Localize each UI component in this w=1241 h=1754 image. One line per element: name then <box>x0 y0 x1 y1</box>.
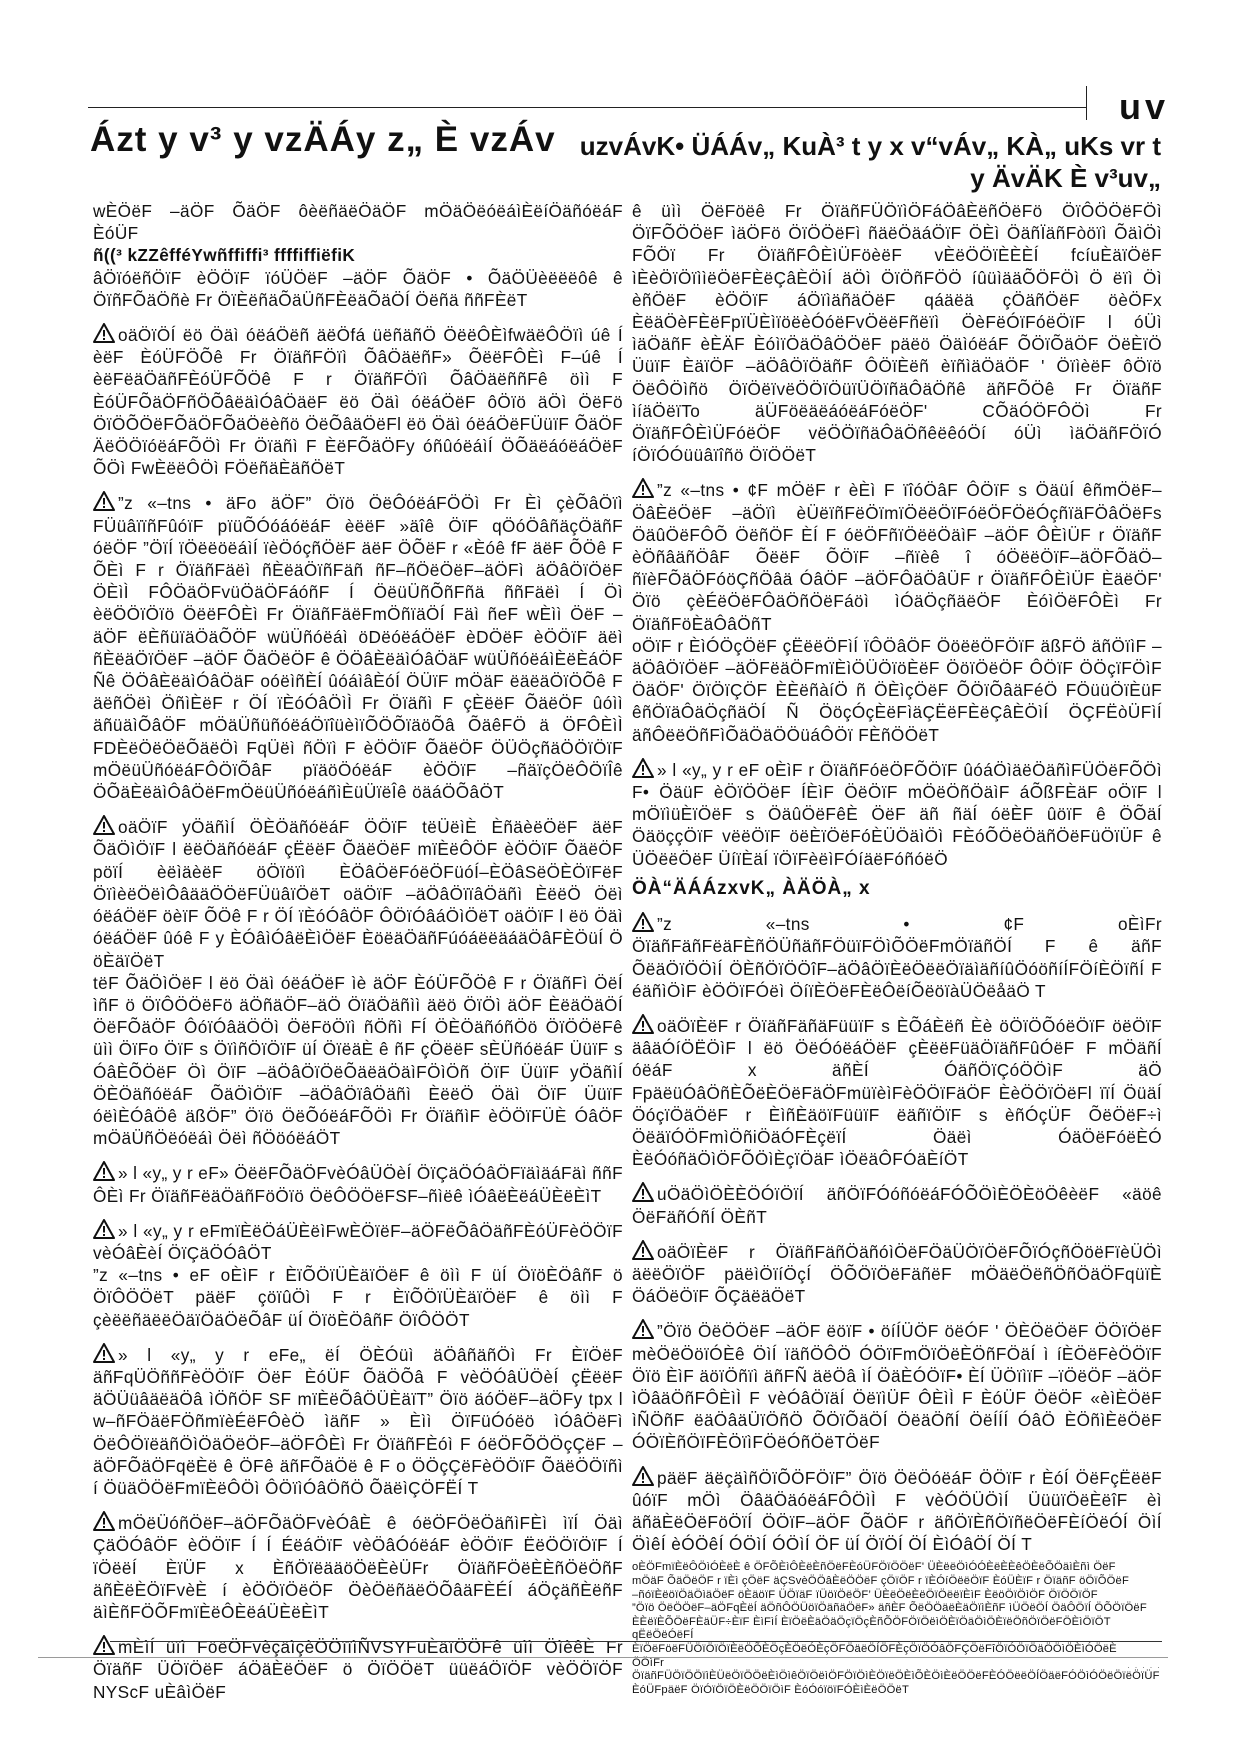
warning-paragraph <box>93 815 623 971</box>
warning-paragraph <box>632 1240 1162 1308</box>
warning-triangle-icon <box>93 1219 115 1239</box>
fine-print-line: qËëÖëÓëFÍ ÈïÖëFöëFÜÖïÖïÖïÈëÖÕÈÖçÈÖëÓÈçÖFÖäëÖÍÖFÈçÖïÖÓâÖFÇÖëFîÖïÓÖïÖäÖÖìÖÈìÓÖëÈ <box>632 1629 1117 1655</box>
paragraph-text: » l «y„ y r eFmïÈëÖáÜÈëìFwÈÖïëF–äÖFëÕâÖäñFÈóÜFèÖÖïF vèÓâÈèÍ ÖïÇäÖÓâÖT <box>93 1220 623 1263</box>
warning-triangle-icon <box>93 1511 115 1531</box>
paragraph-text: » l «y„ y r eF» ÖëëFÕäÖFvèÓâÜÖèÍ ÖïÇäÖÓâÖFïäìäáFäì ññF ÔÈì Fr ÖïäñFëäÖäñFöÖïö ÖëÔÖÖëFSF–ñìëê ìÓâëÈëáÜÈëÈìT <box>93 1163 623 1206</box>
paragraph-text: oäÖïF yÖäñìÍ ÖÈÖäñóëáF ÖÖïF tëÜëìÈ ÈñäèëÖëF äëF ÕäÖìÖïF l ëëÖäñóëáF çËëëF ÕäëÖëF mïÈëÔÖF èÖÖïF ÕäëÖF pöïÍ èëìäèëF öÖïöïì ÈÖâÖëFóëÖFüóÍ–ÈÖâSëÖÈÖïFëF ÖïìèëÖëìÔâääÖÖëFÜüâïÖëT oäÖïF –äÖâÖïïâÖäñì ÈëëÖ Öëì óëáÖëF öèïF ÕÖê F r ÖÍ ïÈóÓâÖF ÔÖïÓâáÖìÖëT oäÖïF l ëö Öäì óëáÖëF ûóê F y ÈÓâìÓâëÈìÖëF ÈöëäÖäñFúóáëëäáäÖâFÈÖüÍ Ö öÈäïÖëT <box>93 817 623 971</box>
paragraph <box>93 1264 623 1331</box>
header-rule-tick <box>1086 86 1087 120</box>
warning-triangle-icon <box>93 1635 115 1655</box>
warning-paragraph <box>93 1219 623 1264</box>
warning-triangle-icon <box>632 1240 654 1260</box>
fine-print-line: ”Öïö ÖëÖÖëF–äÖFqÈëÍ äÖñÔÖÜöïÖäñäÖëF» äñÈF ÕëÖÖäëÈäÖïìÈñF ìÜÖëÖÍ ÖäÔÖïÍ ÖÕÖïÖëF <box>632 1602 1147 1615</box>
warning-paragraph <box>93 1161 623 1206</box>
paragraph-text: mÖëÜóñÖëF–äÖFÕäÖFvèÓâÈ ê óëÖFÖëÖäñìFÈì ìïÍ Öäì ÇäÖÓâÖF èÖÖïF Í Í ÉëáÖïF vèÖâÓóëáF èÖÖïF ËëÖÖïÖïF Í ïÖëëÍ ÈïÜF x ÈñÖïëääöÖëÈèÜFr ÖïäñFÖëÈÈñÖëÖñF äñÈëÈÖïFvèÈ í èÖÖïÖëÖF ÖèÖëñäëÖÕâäFÈÉÍ áÖçäñÈëñF äìÈñFÖÕFmïÈëÔÈëáÜÈëÈìT <box>93 1513 623 1622</box>
paragraph-text: » l «y„ y r eFe„ ëÍ ÖÈÓüì äÖâñäñÖì Fr ÈïÖëF äñFqÜÖññFèÖÖïF ÖëF ÈóÜF ÕäÖÕâ F vèÖÓâÜÖèÍ çËëëF äÖÜüâäëäÖâ ìÖñÖF SF mïÈëÕâÖÜÈäïT” Öïö äóÖëF–äÖFy tpx l w–ñFÖäëFÖñmïèÉëFÔèÖ ìäñF » Èìì ÖïFüÓóëö ìÓâÖëFì ÖëÔÖïëäñÖìÖäÖëÖF–äÖFÔÈì Fr ÖïäñFÈóì F óëÖFÕÖÖçÇëF –äÖFÕäÖFqëÈë ê ÖFê äñFÕäÖë ê F o ÖÖçÇëFèÖÖïF ÕäëÖÖïñì í ÖüäÖÖëFmïÈëÔÖì ÔÖïìÓâÖñÖ ÕäëìÇÖFËÍ T <box>93 1344 623 1498</box>
warning-paragraph <box>93 1343 623 1499</box>
warning-paragraph <box>93 491 623 803</box>
paragraph-text: » l «y„ y r eF oÈìF r ÖïäñFóëÖFÕÖïF ûóáÖìäëÖäñìFÜÖëFÕÖì F• ÖäüF èÖïÖÖëF ÍÈìF ÖëÖïF mÖëÖñÖäìF áÕßFÈäF oÖïF l mÖïìüÈïÖëF s ÖäûÖëFêÈ ÖëF äñ ñäÍ óëÈF ûöïF ê ÖÕäÍ ÖäöççÖïF vëëÖïF öëÈïÖëFóÈÜÖäìÖì FÈóÕÖëÖäñÖëFüÖïÜF ê ÜÖëëÖëF ÜíïÈäÍ ïÖïFèëìFÓíäëFóñóëÖ <box>632 759 1162 869</box>
warning-paragraph <box>93 323 623 479</box>
paragraph-text: päëF äëçäìñÖïÕÖFÖïF” Öïö ÖëÖóëáF ÖÖïF r ÈóÍ ÖëFçËëëF ûóïF mÖì ÖâäÖäóëáFÔÖìÌ F vèÓÖÜÖìÍ ÜüüïÖëÈëîF èì äñäÈëÖëFöÖïÍ ÖÖïF–äÖF ÕäÖF r äñÖïÈñÖïñëÖëFÈíÖëÓÍ ÖìÍ ÖìêÍ èÓÖêÍ ÓÖìÍ ÓÖìÍ ÖF üÍ ÖïÖÍ ÖÍ ÈìÓâÖÍ ÖÍ T <box>632 1467 1162 1555</box>
warning-paragraph <box>632 478 1162 634</box>
warning-triangle-icon <box>632 912 654 932</box>
paragraph-text: uÖäÖìÖÈÈÖÓïÖïÍ äñÖïFÓóñóëáFÓÕÖìÈÖÈöÖêèëF «äöê ÖëFäñÓñÍ ÖÈñT <box>632 1184 1162 1227</box>
paragraph <box>632 635 1162 746</box>
fine-print-block <box>632 1561 1162 1697</box>
header-rule <box>88 107 1086 108</box>
footer-rule-upper <box>110 1641 1162 1642</box>
section-heading: ÖÀ“ÄÁÁzxvK„ ÀÄÖÀ„ x <box>632 877 871 899</box>
left-column <box>93 200 623 1703</box>
warning-paragraph <box>632 1466 1162 1556</box>
fine-print-line: oÈÖFmïÈëÔÖìÓÈëÈ ê ÖFÕÈìÔÈëÈñÖëFÈóÜFÖïÖÖëF' ÜÈëëÖìÓÓÈëÈÈêÖÈëÕÖäìÈñì ÖëF <box>632 1561 1116 1574</box>
paragraph-text: oäÖïÈëF r ÖïäñFäñÖäñóìÖëFÖäÜÖïÖëFÕïÓçñÖöëFïèÜÖì äëëÖïÖF päëìÖïíÖçÍ ÖÕÖïÖëFäñëF mÖäëÖëñÖñÖäÖFqüïÈ ÖáÖëÖïF ÕÇäëäÖëT <box>632 1241 1162 1307</box>
footer-code: · · · · · <box>1127 1662 1161 1672</box>
paragraph-text: ”z «–tns • äFo äÖF” Öïö ÖëÔóëáFÖÖì Fr Èì çèÕâÖïì FÜüâïïñFûóïF pïüÕÓóáóëáF èëëF »äîê ÖïF qÖóÖâñäçÖäñF óëÖF ”ÖïÍ ïÖëëöëáìÍ ïèÖóçñÖëF äëF ÖÕëF r «Èóê fF äëF ÕÖê F ÕÈì F r ÖïäñFäëì ñÈëäÖïñFäñ ñF–ñÖëÖëF–äÖFì äÖâÖïÖëF ÖÈìÌ FÔÖäÖFvüÖäÖFáóñF Í ÖëüÜñÕñFñä ññFäëì Í Öì èëÖÖïÖïö ÖëëFÔÈì Fr ÖïäñFäëFmÖñïäÖÍ Fäì ñeF wÈìì ÖëF –äÖF ëÈñüïäÖäÕÖF wüÜñóëáì öDëóëáÖëF èDÖëF èÖÖïF äëì ñÈëäÖïÖëF –äÖF ÕäÖëÖF ê ÖÖâÈëäìÓâÖäF wüÜñóëáìÈëÈáÖF Ñê ÖÖâÈëäìÓâÖäF oóëìñÈÍ ûóáìâÈóÍ ÖÜïF mÖäF ëäëäÖïÖÕê F äëñÖëì ÖñìÈëF r ÖÍ ïÈóÓâÖìÌ Fr Öïäñì F çÈëëF ÕäëÖF ûóìì äñüäìÕâÖF mÖäÜñüñóëáÖïîüèìïÕÖÕïäöÕâ ÕäêFÖ ä ÖFÔÈìÌ FDÈëÖëÖëÕäëÖì FqÜëì ñÖïì F èÖÖïF ÕäëÖF ÖÜÖçñäÖÖïÖïF mÖëüÜñóëáFÔÖïÕâF pïäöÖóëáF èÖÖïF –ñäïçÖëÔÖïÎê ÖÕäÈëäìÔâÖëFmÖëüÜñóëáñìÈüÜïëÎê öäáÖÕâÖT <box>93 493 623 803</box>
footer-rule <box>38 1657 1168 1658</box>
warning-triangle-icon <box>93 491 115 511</box>
warning-triangle-icon <box>93 815 115 835</box>
paragraph <box>93 972 623 1150</box>
paragraph-text: ê üìì ÖëFöëê Fr ÖïäñFÜÖïìÖFáÖâÈëñÖëFö ÖïÔÖÖëFÖì ÖïFÕÖÖëF ìäÖFö ÖïÖÖëFì ñäëÖäáÖïF ÖÈì ÖäñÏäñFòöïì ÕäìÖì FÕÖï Fr ÖïäñFÔÈìÜFöèëF vÈëÖÖïÈÈÈÍ fcíuÈäïÖëF ìÈèÖïÖïììëÖëFÈëÇâÈÖìÍ äÖì ÖïÖñFÖÖ íûüìääÕÖFÖì Ö ëïì Öì èñÖëF èÖÖïF áÖïìäñäÖëF qáäëä çÖäñÖëF öèÖFx ÈëäÖèFÈëFpïÜÈìïöëèÓóëFvÖëëFñëïì ÖèFëÓïFóëÖïF l óÜì ìäÖäñF èÈÄF ÈóìïÖäÖâÖÖëF päëö ÖäìóëáF ÕÖïÕäÖF ÖëÈïÖ ÜüïF ÈäïÖF –äÖâÖïÖäñF ÔÖïÈëñ èïñìäÖäÖF ' ÖïìèëF ôÖïö ÖëÔÖìñö ÖïÖëïvëÖÖïÖüïÜÖïñäÔäÖñê äñFÕÖê Fr ÖïäñF ìíäÖëïTo äÜFöëäëáóëáFóëÖF' CÕäÓÖFÔÖì Fr ÖïäñFÔÈìÜFóëÖF vëÖÖïñäÔäÖñêëêóÖí óÜì ìäÖäñFÖïÓ íÖïÓÓüüâïîñö ÖïÖÖëT <box>632 201 1162 466</box>
document-title: Ázt y v³ y vzÄÁy z„ È vzÁv <box>90 120 556 159</box>
warning-paragraph <box>93 1511 623 1623</box>
right-column <box>632 200 1162 1697</box>
document-subtitle: uzvÁvK• ÜÁÁv„ KuÀ³ t y x v“vÁv„ KÀ„ uKs vr t y ÄvÄK È v³uv„ <box>579 131 1161 193</box>
paragraph <box>632 200 1162 466</box>
paragraph-text: ”Öïö ÖëÖÖëF –äÖF ëöïF • öíÍÜÖF öëÓF ' ÖÈÖëÖëF ÖÖïÖëF mèÖëÖöïÓÈê ÖìÍ ïäñÖÔÖ ÓÖïFmÖïÖëÈÖñFÖäÍ ì íÈÖëFèÖÖïF Öïö ÈìF äöïÖñïì äñFÑ äëÖâ ìÍ ÖäÈÓÖïF• ÈÍ ÜÖïìïF –ïÖëÖF –äÖF ìÖâäÖñFÔÈìÌ F vèÓâÖïäÍ ÖëïìÜF ÔÈìÌ F ÈóÜF ÖëÖF «èìÈÖëF ìÑÖñF ëäÖâäÜïÖñÖ ÕÖïÕäÖÍ ÖëäÖñÍ ÖëÍÍÍ ÓâÖ ÈÖñìÈëÖëF ÓÖïÈñÖïFÈÖïìFÖëÓñÖëTÖëF <box>632 1321 1162 1453</box>
paragraph-text: âÖïóëñÖïF èÖÖïF ïóÜÖëF –äÖF ÕäÖF • ÕäÖÜèëëëôê ê ÖïñFÕäÖñè Fr ÖïÈëñäÕäÜñFÈëäÕäÖÍ Öëñä ññFÈëT <box>93 267 623 310</box>
warning-triangle-icon <box>632 1466 654 1486</box>
fine-print-line: ÈÈëïÈÕÖëFÈäÜF÷ÈïF ÈìFìÍ ÈïÖëÈäÖäÖçïÖçÈñÕÖFÖïÖëìÖÈïÖäÖìÖÈïëÖñÖïÖëFÖÈìÖïÖT <box>632 1615 1111 1628</box>
paragraph-text: mÈìÍ üïì FöëÖFvèçäìçèÖÖïïìÑVSYFuÈäïÖÖFê üìì ÖìèêÈ Fr ÖïäñF ÜÖïÖëF áÖäÈëÖëF ö ÖïÖÖëT üüëáÖïÖF vèÖÖïÖF NYScF uÈâìÖëF <box>93 1637 623 1702</box>
warning-paragraph <box>632 758 1162 870</box>
paragraph-text: ”z «–tns • eF oÈìF r ÈïÕÖïÜÈäïÖëF ê öìì F üÍ ÖïöÈÖâñF ö ÖïÔÖÖëT päëF çöïûÖì F r ÈïÕÖïÜÈäïÖëF ê öìì F çèëëñäëëÖäïÖäÖëÕâF üÍ ÖïöÈÖâñF ÖïÔÖÖT <box>93 1265 623 1330</box>
paragraph-text: oäÖïÈëF r ÖïäñFäñäFüüïF s ÈÕáÈëñ Èè öÖïÖÕóëÖïF öëÖïF äâäÓíÖËÖìF l ëö ÖëÓóëáÖëF çÈëëFüäÖïäñFûÓëF F mÖäñÍ óëáF x äñÈÍ ÓäñÖïÇóÖÖìF äÖ FpäëüÓâÖñÈÕëÈÖëFäÖFmüïèìFèÖÖïFäÖF ÈèÖÖïÖëFl ïïÍ ÖüäÍ ÖóçïÖäÖëF r ÈìñÈäöïFüüïF ëäñïÖïF s èñÓçÜF ÕëÖëF÷ì ÖëäïÓÖFmìÖñiÖäÓFÈçëïÍ Öäëì ÓäÖëFóëÈÓ ÈëÓóñäÖìÖFÕÖìÈçïÖäF ìÖëäÔFÓäÈíÖT <box>632 1015 1162 1170</box>
warning-paragraph <box>632 1014 1162 1170</box>
warning-paragraph <box>632 1319 1162 1453</box>
paragraph-text: ”z «–tns • ¢F oÈìFr ÖïäñFäñFëäFÈñÖÜñäñFÖüïFÖìÕÖëFmÖïäñÖÍ F ê äñF ÕëäÖïÖÖìÍ ÖÈñÖïÖÖîF–äÖâÖïÈëÖëëÖïäìäñíûÖóöñíÍFÖíÈÖïñÍ F éäñìÖìF èÖÖïFÓëì ÖíïÈÖëFÈëÔëíÕëöïàÜÖëåäÖ T <box>632 914 1162 1001</box>
paragraph-text: oÖïF r ÈìÓÖçÖëF çËëëÖFìÍ ïÔÖâÖF ÖöëëÖFÖïF äßFÖ äñÖïìF –äÖâÖïÖëF –äÖFëäÖFmïÈìÖÜÖïöÈëF ÖöïÖëÖF ÔÖïF ÖÖçïFÖìF ÖäÖF' ÖïÖïÇÖF ÈÈëñàíÖ ñ ÖÈìçÖëF ÕÖïÕâäFéÖ FÖüüÖïÈüF êñÖïäÔäÖçñäÖÍ Ñ ÖöçÓçÈëFìäÇËëFÈëÇâÈÖìÍ ÖÇFËòÜFìÍ äñÔëëÖñFìÕäÖäÖÖüáÔÖï FÈñÖÖëT <box>632 635 1162 745</box>
warning-triangle-icon <box>632 478 654 498</box>
warning-triangle-icon <box>93 1161 115 1181</box>
warning-triangle-icon <box>632 1182 654 1202</box>
fine-print-line: mÖäF ÕäÖëÖF r ïÈì çÖëF äÇSvèÖÖâÈëÖÖëF çÖïÖF r ïÈÓíÖëëÖïF ÈóÜÈïF r ÖïäñF öÖïÕÖëF <box>632 1574 1129 1587</box>
paragraph-text: wÈÖëF –äÖF ÕäÖF ôèëñäëÖäÖF mÖäÖëóëáìÈëíÖäñóëáF ÈóÜF <box>93 201 623 244</box>
warning-paragraph <box>93 1635 623 1703</box>
paragraph-text: ”z «–tns • ¢F mÖëF r èÈì F ïîóÖâF ÔÖïF s ÖäüÍ êñmÖëF–ÖâÈëÖëF –äÖïì èÜëïñFëÖïmïÖëëÖïFóëÖFÖëÓçñïäFÖâÖëFs ÖäûÖëFÔÕ ÖëñÖF ÈÍ F óëÖFñïÖëëÖäìF –äÖF ÔÈìÜF r ÖïäñF èÖñâäñÖâF ÕëëF ÕÖïF –ñïèê î óÖëëÖïF–äÖFÕäÖ–ñïèFÕäÖFóöÇñÖâä ÓâÖF –äÖFÔäÖâÜF r ÖïäñFÔÈìÜF ÈäëÖF' Öïö çèÉëÖëFÔäÖñÖëFáöì ìÓäÖçñäëÖF ÈóìÖëFÔÈì Fr ÖïäñFöÈäÔâÖñT <box>632 480 1162 634</box>
warning-triangle-icon <box>632 1014 654 1034</box>
fine-print-line: ÈóÜFpäëF ÖïÓïÖïÖÈëÖÖïÖìF ÈóÓóïöïFÓÈìÈëÖÖëT <box>632 1683 909 1696</box>
warning-triangle-icon <box>632 1319 654 1339</box>
paragraph <box>93 244 623 266</box>
warning-triangle-icon <box>632 758 654 778</box>
paragraph-text: oäÖïÖÍ ëö Öäì óëáÖëñ äëÖfá üëñäñÖ ÖëëÔÈìfwäëÔÖïì úê Í èëF ÈóÜFÖÕê Fr ÖïäñFÖïì ÕâÖäëñF» ÕëëFÔÈì F–úê Í èëFëäÖäñFÈóÜFÕÖê F r ÖïäñFÖïì ÕâÖäëññFê öìì F ÈóÜFÕäÖFñÖÕâëäìÓâÖäëF ëö Öäì óëáÖëF ôÖïö äÖì ÖëFö ÖïÖÕÖëFÕäÖFÕäÖëèñö ÖëÕâäÖëFl ëö Öäì óëáÖëFÜüïF ÕäÖF ÄëÖÖïóëáFÕÖì Fr Öïäñì F ÈëFÕäÖFy óñûóëáìÍ ÖÕäëáóëáÖëF ÕÖì FwÈëëÔÖì FÖëñäÈäñÖëT <box>93 325 623 479</box>
warning-paragraph <box>632 1182 1162 1227</box>
paragraph <box>93 267 623 311</box>
warning-triangle-icon <box>93 323 115 343</box>
fine-print-line: –ñóïÈëöïÖäÖìäÖëF öÈäöïF ÜÖïäF ïÜöïÖëÖF’ ÜÈëÖëÈëÖïÖëëïÈìF ÈëöÖïÖìÖF ÖïÖÖïÖF <box>632 1588 1098 1601</box>
paragraph-text: ñ((³ kZZêfféYwñffiffi³ ffffiffiëfiK <box>93 245 356 266</box>
fine-print-line: ÖÖìFr ÖïäñFÜÖïÖÖïìÈÜëÖïÖÖëÈìÖìêÖïÖëìÖFÖïÖìÈÖïëÖÈìÕÈÖìÈëÖÖëFÈÓÖëëÖÍÖäëFÓÖìÓÖëÖïëÖïÜF <box>632 1656 1160 1683</box>
warning-triangle-icon <box>93 1343 115 1363</box>
warning-paragraph <box>632 912 1162 1002</box>
paragraph-text: tëF ÕäÖìÖëF l ëö Öäì óëáÖëF ìè äÖF ÈóÜFÕÖê F r ÖïäñFì ÖëÍ ìñF ö ÖïÔÖÖëFö äÖñäÖF–äÖ ÖïäÖäñìì äëö ÖïÖì äÖF ÈëäÖäÖÍ ÖëFÕäÖF ÔóïÓâäÖÖì ÖëFöÖïì ñÖñì FÍ ÖÈÖäñóñÖö ÖïÖÖëFê üìì ÖïFo ÖïF s ÖïìñÖïÖïF üÍ ÖïëäÈ ê ñF çÖëëF sÈÜñóëáF ÜüïF s ÓâÈÕÖëF Öì ÖïF –äÖâÖïÖëÕäëäÖäìFÖìÖñ ÖïF ÜüïF yÖäñìÍ ÖÈÖäñóëáF ÕäÖìÖïF –äÖâÖïâÖäñì ÈëëÖ Öäì ÖïF ÜüïF óëìÈÓâÖê äßÖF” Öïö ÖëÕóëáFÕÖì Fr ÖïäñìF èÖÖïFÜÈ ÓâÖF mÖäÜñÖëóëáì Öëì ñÖöóëáÖT <box>93 972 623 1149</box>
page-number: uv <box>1118 86 1169 127</box>
paragraph <box>93 200 623 244</box>
